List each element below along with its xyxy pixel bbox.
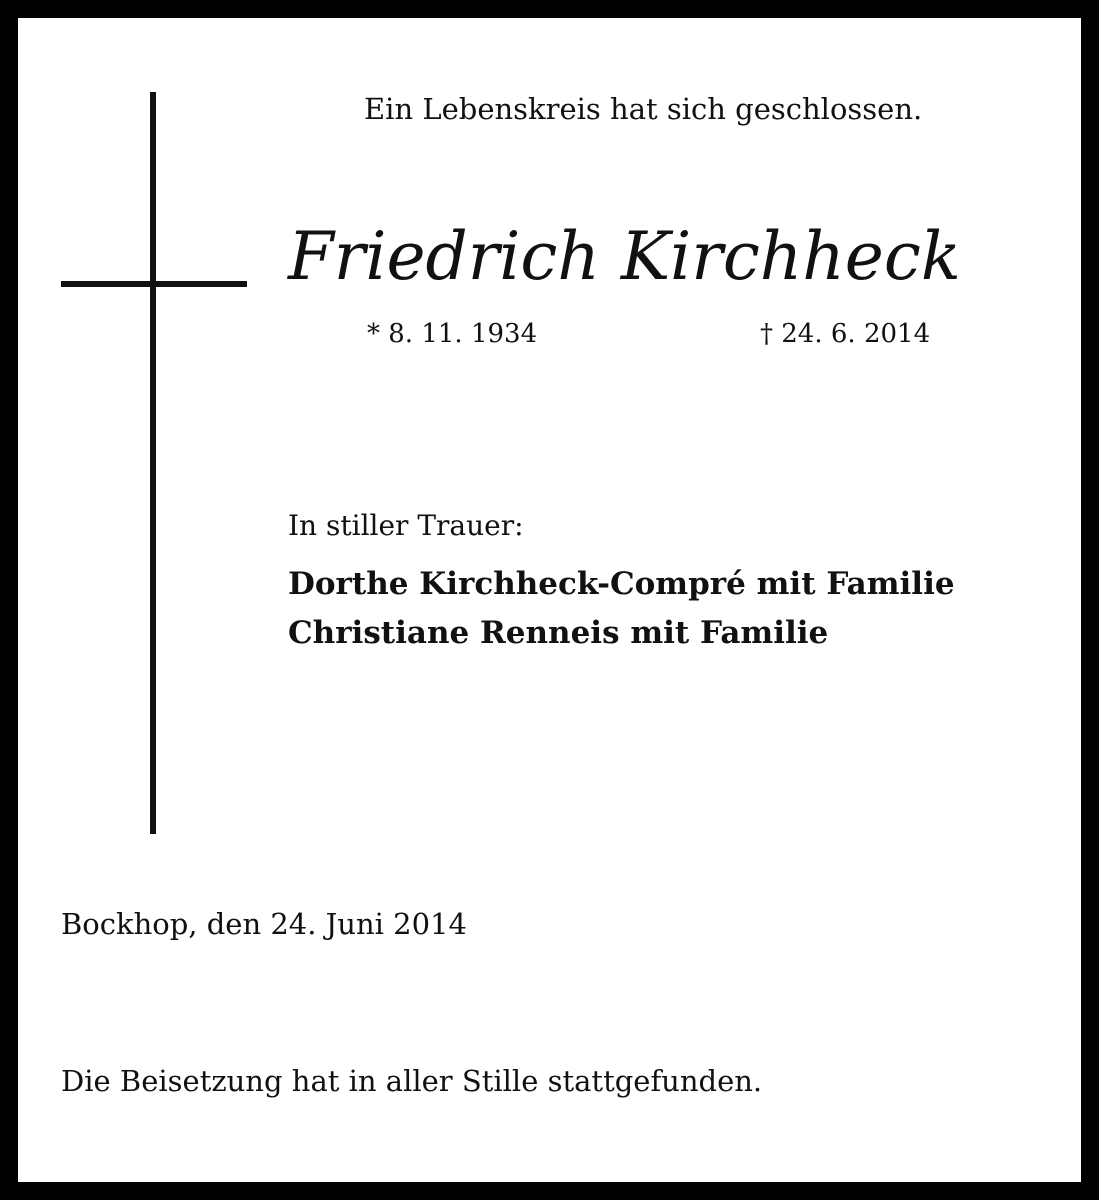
deceased-name: Friedrich Kirchheck bbox=[288, 218, 961, 295]
mourner-line: Dorthe Kirchheck-Compré mit Familie bbox=[288, 566, 955, 602]
burial-note: Die Beisetzung hat in aller Stille stattgefunden. bbox=[61, 1064, 763, 1098]
birth-date: * 8. 11. 1934 bbox=[367, 319, 538, 349]
obituary-notice bbox=[18, 18, 1081, 1182]
mourning-label: In stiller Trauer: bbox=[288, 509, 524, 542]
cross-icon bbox=[150, 92, 156, 834]
cross-icon bbox=[61, 281, 247, 287]
mourner-line: Christiane Renneis mit Familie bbox=[288, 615, 829, 651]
place-date: Bockhop, den 24. Juni 2014 bbox=[61, 907, 467, 941]
death-date: † 24. 6. 2014 bbox=[760, 319, 931, 349]
motto-text: Ein Lebenskreis hat sich geschlossen. bbox=[364, 92, 923, 126]
